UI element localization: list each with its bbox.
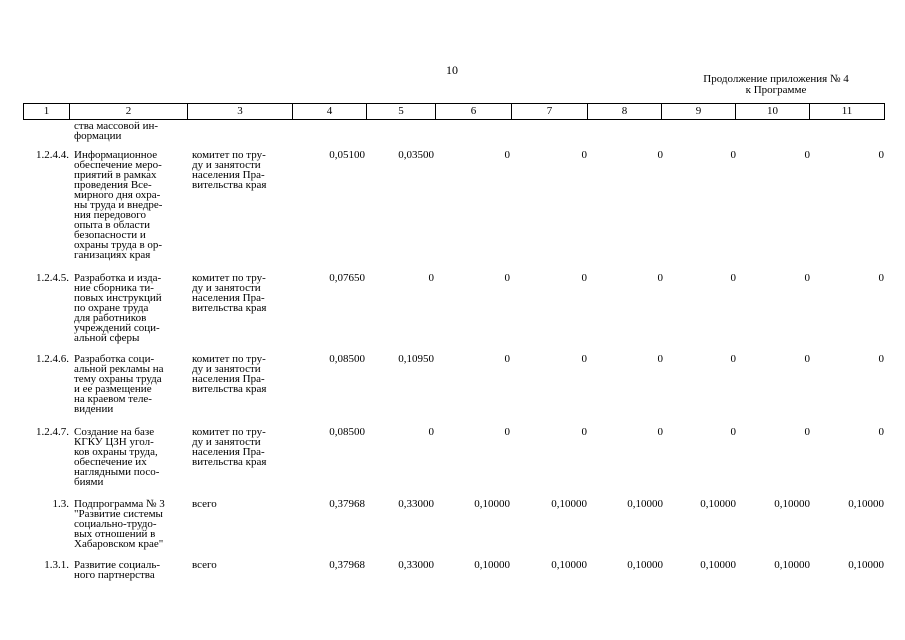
value-col-4: 0,08500 (329, 353, 365, 365)
row-number: 1.2.4.7. (36, 426, 69, 438)
header-col-7: 7 (512, 104, 588, 120)
value-col-4: 0,05100 (329, 149, 365, 161)
value-col-7: 0 (581, 149, 587, 161)
row-executor: комитет по тру- ду и занятости населения Пра- вительства края (192, 149, 267, 191)
row-executor: всего (192, 559, 217, 571)
header-row (24, 104, 885, 120)
value-col-11: 0 (878, 353, 884, 365)
value-col-11: 0 (878, 149, 884, 161)
value-col-6: 0 (504, 353, 510, 365)
value-col-6: 0 (504, 149, 510, 161)
value-col-9: 0,10000 (700, 559, 736, 571)
value-col-9: 0 (730, 272, 736, 284)
value-col-7: 0,10000 (551, 498, 587, 510)
row-name: Информационное обеспечение меро- приятий в рамках проведения Все- мирного дня охра- ны труда и внедре- ния передового опыта в области безопасности и охраны труда в ор- ганизациях края (74, 149, 163, 261)
row-executor: комитет по тру- ду и занятости населения Пра- вительства края (192, 272, 267, 314)
appendix-note-line2: к Программе (745, 84, 807, 96)
value-col-9: 0 (730, 353, 736, 365)
value-col-6: 0 (504, 272, 510, 284)
row-name: Разработка и изда- ние сборника ти- повых инструкций по охране труда для работников учреждений соци- альной сферы (74, 272, 162, 344)
row-executor: всего (192, 498, 217, 510)
header-col-6: 6 (436, 104, 512, 120)
row-number: 1.2.4.5. (36, 272, 69, 284)
row-number: 1.3. (52, 498, 69, 510)
value-col-6: 0 (504, 426, 510, 438)
value-col-7: 0,10000 (551, 559, 587, 571)
value-col-7: 0 (581, 272, 587, 284)
value-col-5: 0,03500 (398, 149, 434, 161)
header-col-2: 2 (70, 104, 188, 120)
value-col-8: 0 (657, 353, 663, 365)
header-col-8: 8 (588, 104, 662, 120)
header-col-10: 10 (736, 104, 810, 120)
value-col-10: 0,10000 (774, 498, 810, 510)
value-col-8: 0,10000 (627, 559, 663, 571)
value-col-10: 0,10000 (774, 559, 810, 571)
value-col-4: 0,07650 (329, 272, 365, 284)
row-name: Создание на базе КГКУ ЦЗН угол- ков охраны труда, обеспечение их наглядными посо- биями (74, 426, 160, 488)
value-col-8: 0,10000 (627, 498, 663, 510)
value-col-9: 0 (730, 149, 736, 161)
value-col-10: 0 (804, 272, 810, 284)
value-col-5: 0 (428, 272, 434, 284)
value-col-10: 0 (804, 426, 810, 438)
value-col-11: 0,10000 (848, 559, 884, 571)
header-col-3: 3 (188, 104, 293, 120)
continued-text: ства массовой ин- формации (74, 120, 159, 142)
value-col-8: 0 (657, 426, 663, 438)
value-col-10: 0 (804, 149, 810, 161)
value-col-4: 0,37968 (329, 498, 365, 510)
header-col-4: 4 (293, 104, 367, 120)
appendix-note-line1: Продолжение приложения № 4 (703, 73, 849, 85)
row-name: Подпрограмма № 3 "Развитие системы социально-трудо- вых отношений в Хабаровском крае" (74, 498, 165, 550)
value-col-11: 0 (878, 272, 884, 284)
value-col-7: 0 (581, 426, 587, 438)
column-number-header (23, 103, 885, 120)
page-number: 10 (446, 63, 458, 77)
value-col-6: 0,10000 (474, 498, 510, 510)
value-col-5: 0,33000 (398, 559, 434, 571)
row-name: Разработка соци- альной рекламы на тему охраны труда и ее размещение на краевом теле- видении (74, 353, 164, 415)
value-col-8: 0 (657, 272, 663, 284)
row-executor: комитет по тру- ду и занятости населения Пра- вительства края (192, 426, 267, 468)
header-col-1: 1 (24, 104, 70, 120)
row-executor: комитет по тру- ду и занятости населения Пра- вительства края (192, 353, 267, 395)
header-col-11: 11 (810, 104, 885, 120)
row-number: 1.3.1. (44, 559, 69, 571)
value-col-9: 0 (730, 426, 736, 438)
value-col-8: 0 (657, 149, 663, 161)
value-col-11: 0,10000 (848, 498, 884, 510)
header-col-9: 9 (662, 104, 736, 120)
row-number: 1.2.4.4. (36, 149, 69, 161)
value-col-4: 0,08500 (329, 426, 365, 438)
value-col-10: 0 (804, 353, 810, 365)
row-name: Развитие социаль- ного партнерства (74, 559, 161, 581)
value-col-5: 0,33000 (398, 498, 434, 510)
value-col-7: 0 (581, 353, 587, 365)
value-col-11: 0 (878, 426, 884, 438)
appendix-note (690, 74, 862, 96)
value-col-5: 0 (428, 426, 434, 438)
value-col-9: 0,10000 (700, 498, 736, 510)
value-col-6: 0,10000 (474, 559, 510, 571)
value-col-5: 0,10950 (398, 353, 434, 365)
value-col-4: 0,37968 (329, 559, 365, 571)
row-number: 1.2.4.6. (36, 353, 69, 365)
header-col-5: 5 (367, 104, 436, 120)
